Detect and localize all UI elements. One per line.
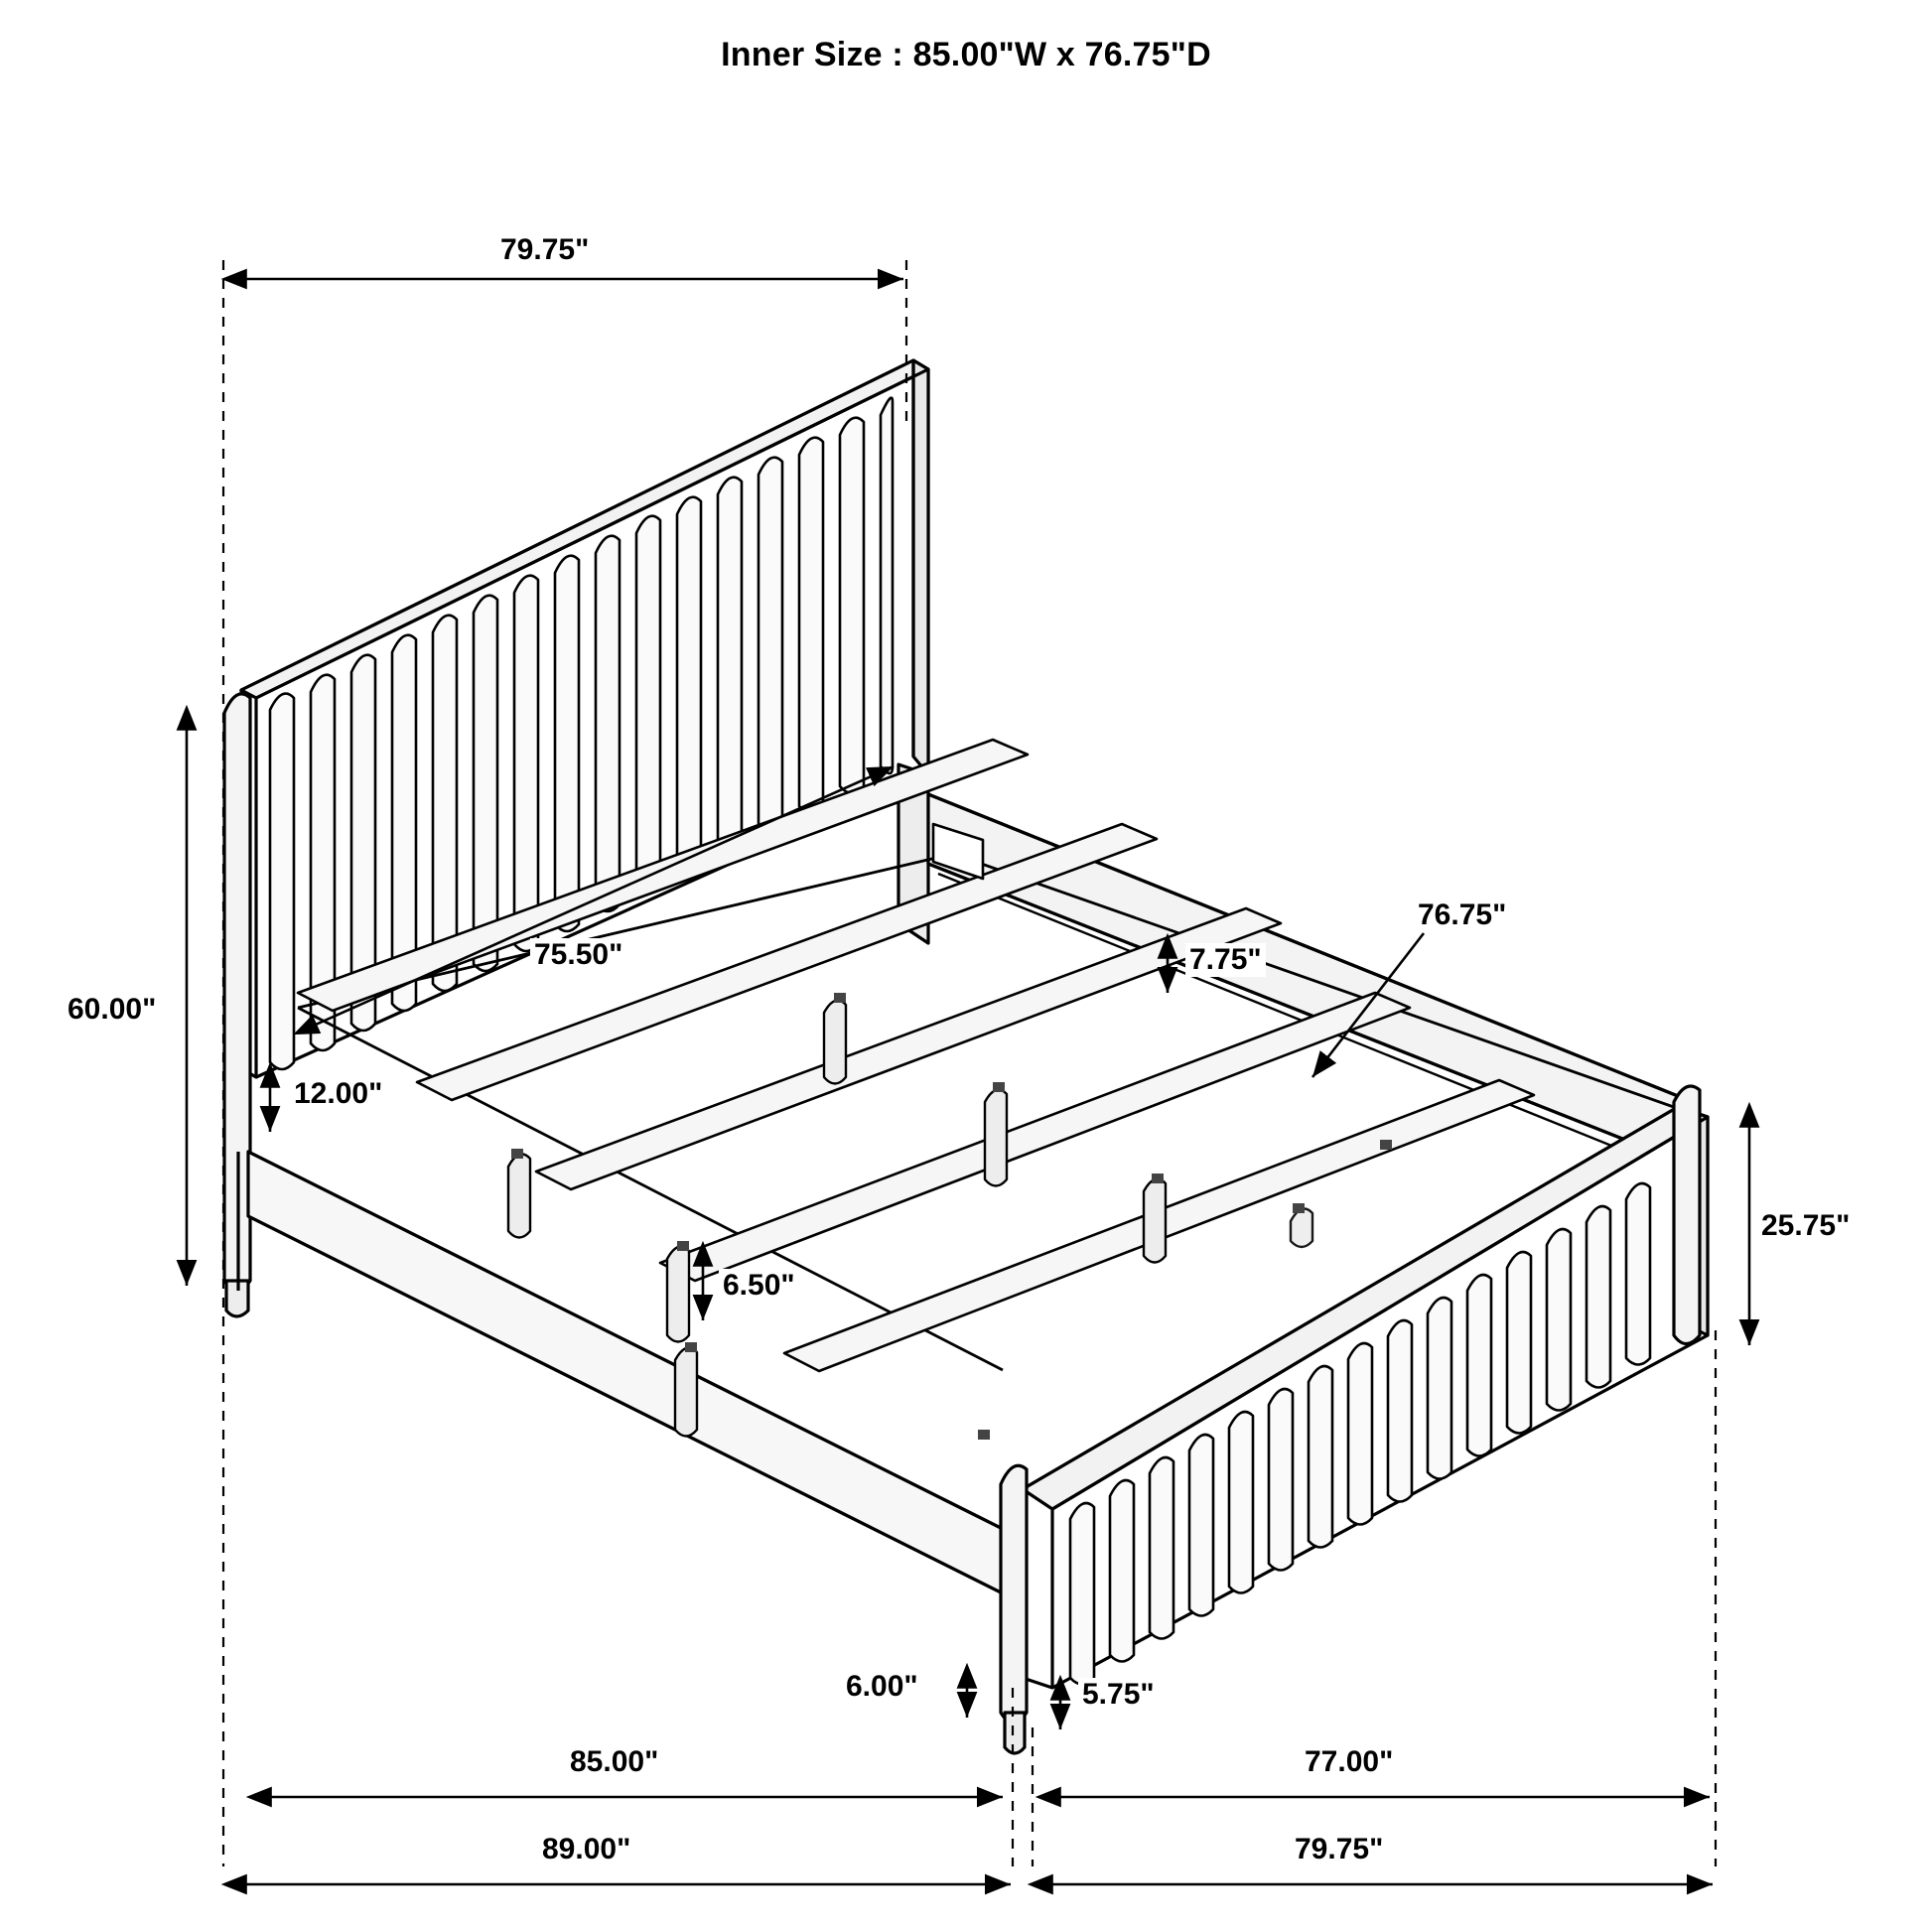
- label-inner-width: 85.00": [566, 1745, 662, 1779]
- label-overall-depth: 79.75": [1291, 1833, 1387, 1866]
- label-center-leg-height: 6.50": [719, 1269, 799, 1303]
- label-overall-height: 60.00": [64, 993, 160, 1027]
- label-overall-width: 89.00": [538, 1833, 634, 1866]
- label-rail-height: 7.75": [1185, 943, 1266, 977]
- label-headboard-width: 79.75": [496, 233, 593, 267]
- label-inner-depth: 76.75": [1414, 898, 1510, 932]
- footboard: [1023, 1107, 1708, 1688]
- center-support-beam: [695, 874, 1077, 1479]
- bed-illustration: [224, 360, 1708, 1753]
- label-foot-leg-height: 5.75": [1078, 1678, 1159, 1712]
- page-title: Inner Size : 85.00"W x 76.75"D: [721, 36, 1211, 73]
- footboard-right-post: [1674, 1086, 1700, 1344]
- label-leg-clearance: 6.00": [842, 1670, 922, 1704]
- label-deck-to-floor: 12.00": [290, 1077, 386, 1111]
- label-footboard-height: 25.75": [1757, 1209, 1854, 1243]
- foot-leg: [1005, 1713, 1025, 1753]
- footboard-left-post: [1001, 1465, 1027, 1723]
- label-footboard-width: 77.00": [1301, 1745, 1397, 1779]
- label-slat-span: 75.50": [530, 938, 626, 972]
